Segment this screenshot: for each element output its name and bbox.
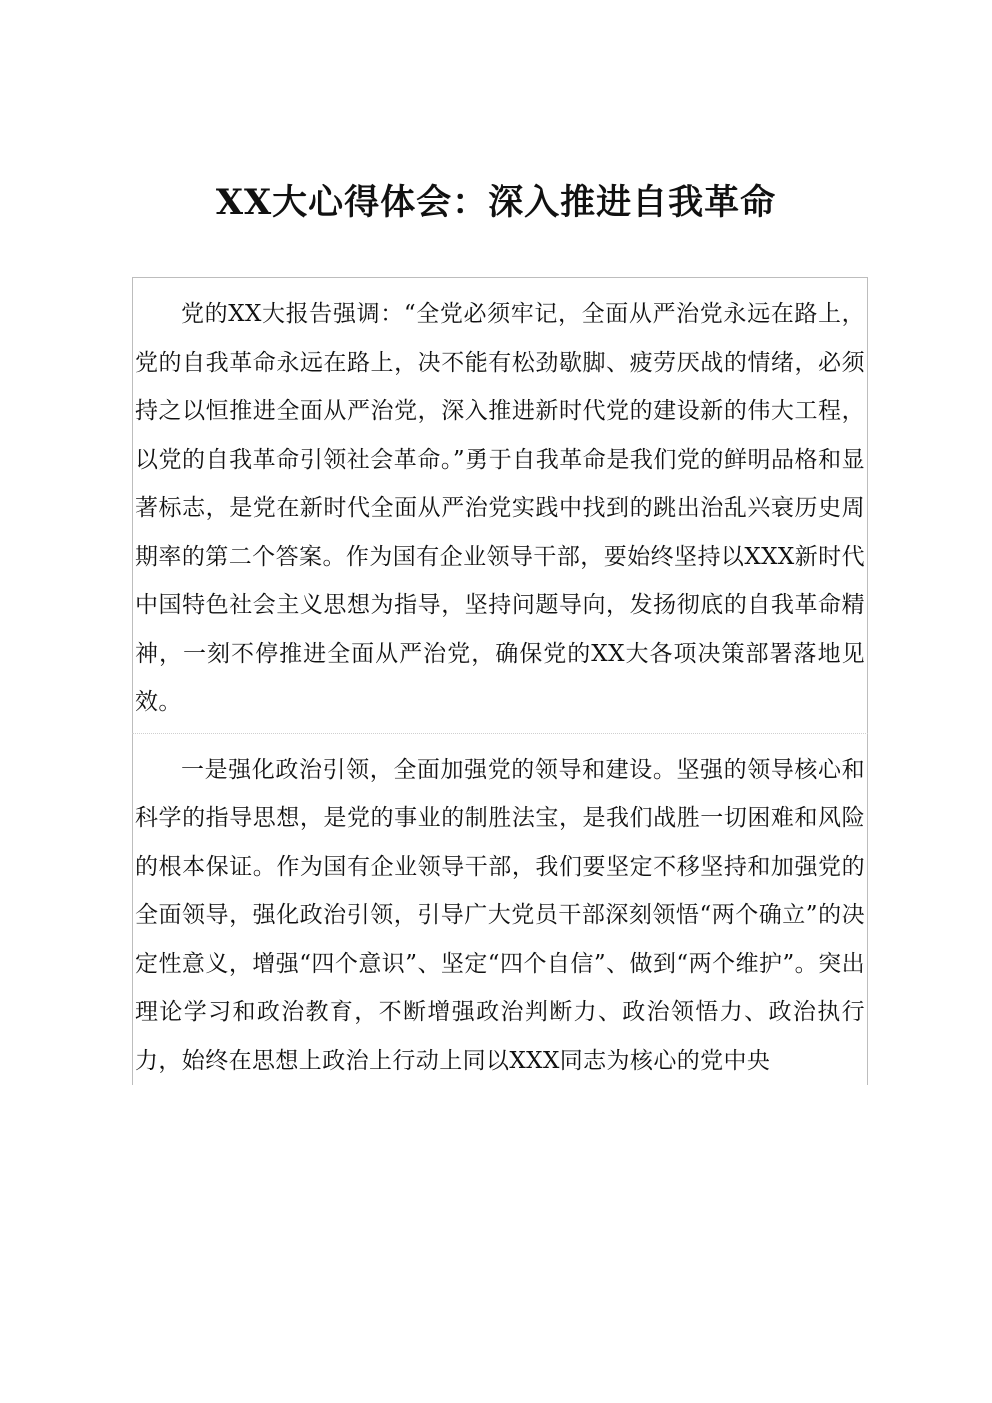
page-title: XX大心得体会：深入推进自我革命 bbox=[215, 182, 777, 223]
paragraph-1: 党的XX大报告强调：“全党必须牢记，全面从严治党永远在路上，党的自我革命永远在路上，决不能有松劲歇脚、疲劳厌战的情绪，必须持之以恒推进全面从严治党，深入推进新时代党的建设新的伟大工程，以党的自我革命引领社会革命。”勇于自我革命是我们党的鲜明品格和显著标志，是党在新时代全面从严治党实践中找到的跳出治乱兴衰历史周期率的第二个答案。作为国有企业领导干部，要始终坚持以XXX新时代中国特色社会主义思想为指导，坚持问题导向，发扬彻底的自我革命精神，一刻不停推进全面从严治党，确保党的XX大各项决策部署落地见效。 bbox=[132, 278, 868, 733]
paragraph-2: 一是强化政治引领，全面加强党的领导和建设。坚强的领导核心和科学的指导思想，是党的事业的制胜法宝，是我们战胜一切困难和风险的根本保证。作为国有企业领导干部，我们要坚定不移坚持和加强党的全面领导，强化政治引领，引导广大党员干部深刻领悟“两个确立”的决定性意义，增强“四个意识”、坚定“四个自信”、做到“两个维护”。突出理论学习和政治教育，不断增强政治判断力、政治领悟力、政治执行力，始终在思想上政治上行动上同以XXX同志为核心的党中央 bbox=[132, 734, 868, 1086]
document-body bbox=[132, 277, 868, 1085]
